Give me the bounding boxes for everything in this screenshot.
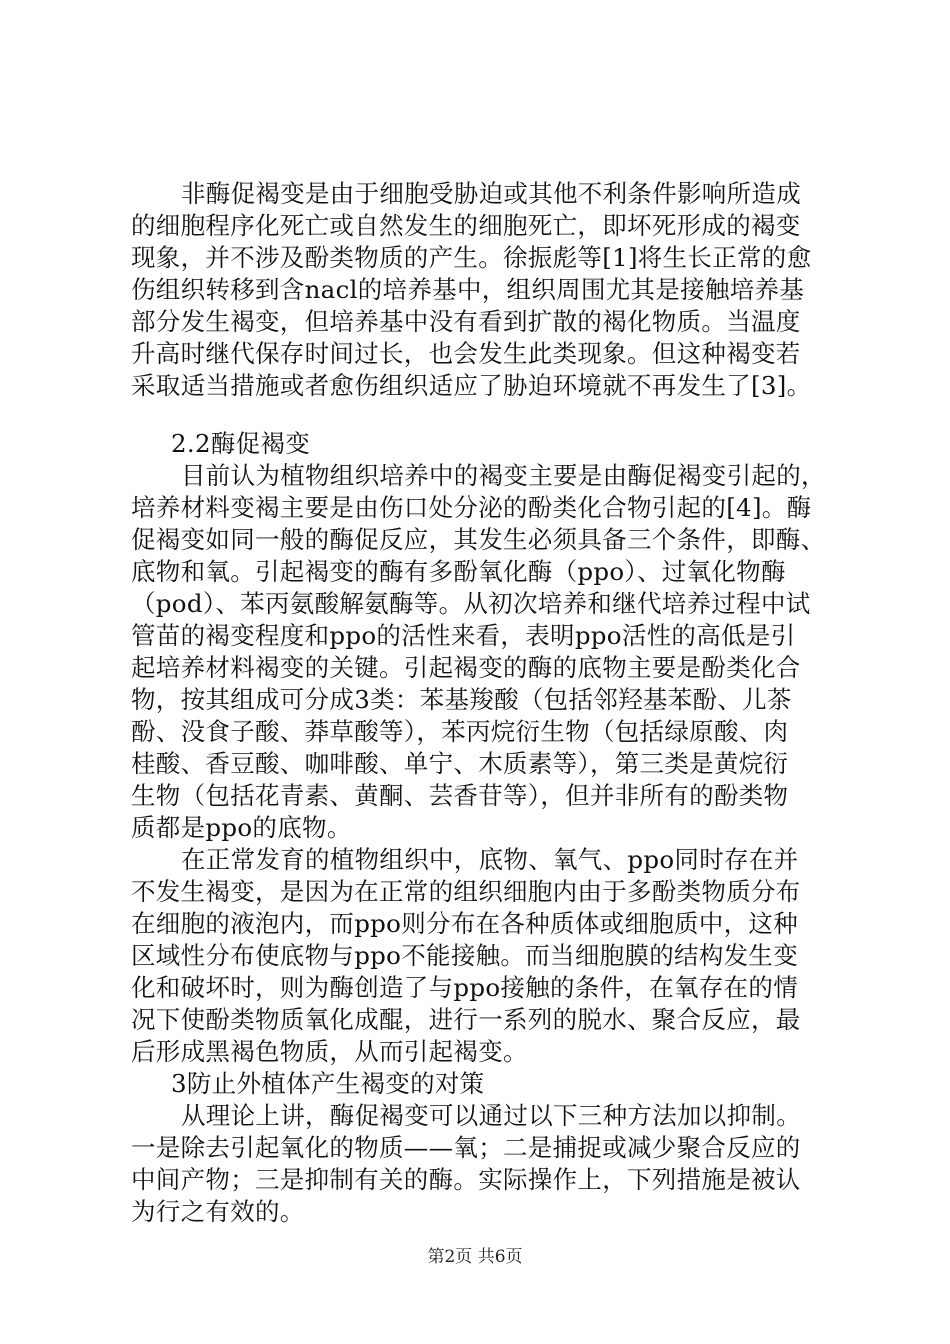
paragraph-spacer [131, 402, 831, 428]
document-body [131, 178, 831, 1228]
paragraph-enzymatic-browning [131, 460, 831, 844]
text-line: 升高时继代保存时间过长，也会发生此类现象。但这种褐变若 [131, 339, 801, 368]
text-line: 非酶促褐变是由于细胞受胁迫或其他不利条件影响所造成 [181, 179, 801, 208]
text-line: 物，按其组成可分成3类：苯基羧酸（包括邻羟基苯酚、儿茶 [131, 685, 792, 714]
text-line: 为行之有效的。 [131, 1197, 305, 1226]
text-line: 伤组织转移到含nacl的培养基中，组织周围尤其是接触培养基 [131, 275, 805, 304]
text-line: 现象，并不涉及酚类物质的产生。徐振彪等[1]将生长正常的愈 [131, 243, 812, 272]
text-line: 质都是ppo的底物。 [131, 813, 352, 842]
text-line: 底物和氧。引起褐变的酶有多酚氧化酶（ppo）、过氧化物酶 [131, 557, 786, 586]
text-line: 在细胞的液泡内，而ppo则分布在各种质体或细胞质中，这种 [131, 909, 799, 938]
text-line: 后形成黑褐色物质，从而引起褐变。 [131, 1037, 528, 1066]
text-line: 化和破坏时，则为酶创造了与ppo接触的条件，在氧存在的情 [131, 973, 799, 1002]
text-line: 部分发生褐变，但培养基中没有看到扩散的褐化物质。当温度 [131, 307, 801, 336]
text-line: 从理论上讲，酶促褐变可以通过以下三种方法加以抑制。 [181, 1101, 801, 1130]
text-line: 酚、没食子酸、莽草酸等），苯丙烷衍生物（包括绿原酸、肉 [131, 717, 789, 746]
paragraph-nonenzymatic-browning [131, 178, 831, 402]
paragraph-normal-tissue [131, 844, 831, 1068]
text-line: （pod）、苯丙氨酸解氨酶等。从初次培养和继代培养过程中试 [131, 589, 811, 618]
text-line: 不发生褐变，是因为在正常的组织细胞内由于多酚类物质分布 [131, 877, 801, 906]
text-line: 生物（包括花青素、黄酮、芸香苷等），但并非所有的酚类物 [131, 781, 789, 810]
text-line: 中间产物；三是抑制有关的酶。实际操作上，下列措施是被认 [131, 1165, 801, 1194]
text-line: 管苗的褐变程度和ppo的活性来看，表明ppo活性的高低是引 [131, 621, 796, 650]
text-line: 况下使酚类物质氧化成醌，进行一系列的脱水、聚合反应，最 [131, 1005, 801, 1034]
page-footer: 第2页 共6页 [427, 1247, 523, 1267]
paragraph-countermeasures [131, 1100, 831, 1228]
text-line: 的细胞程序化死亡或自然发生的细胞死亡，即坏死形成的褐变 [131, 211, 801, 240]
text-line: 起培养材料褐变的关键。引起褐变的酶的底物主要是酚类化合 [131, 653, 801, 682]
text-line: 培养材料变褐主要是由伤口处分泌的酚类化合物引起的[4]。酶 [131, 493, 812, 522]
section-heading-2-2: 2.2酶促褐变 [171, 429, 311, 458]
text-line: 目前认为植物组织培养中的褐变主要是由酶促褐变引起的， [181, 461, 826, 490]
text-line: 一是除去引起氧化的物质——氧；二是捕捉或减少聚合反应的 [131, 1133, 801, 1162]
text-line: 促褐变如同一般的酶促反应，其发生必须具备三个条件，即酶、 [131, 525, 826, 554]
section-heading-3: 3防止外植体产生褐变的对策 [171, 1069, 485, 1098]
text-line: 桂酸、香豆酸、咖啡酸、单宁、木质素等），第三类是黄烷衍 [131, 749, 789, 778]
text-line: 在正常发育的植物组织中，底物、氧气、ppo同时存在并 [181, 845, 799, 874]
text-line: 区域性分布使底物与ppo不能接触。而当细胞膜的结构发生变 [131, 941, 799, 970]
text-line: 采取适当措施或者愈伤组织适应了胁迫环境就不再发生了[3]。 [131, 371, 812, 400]
